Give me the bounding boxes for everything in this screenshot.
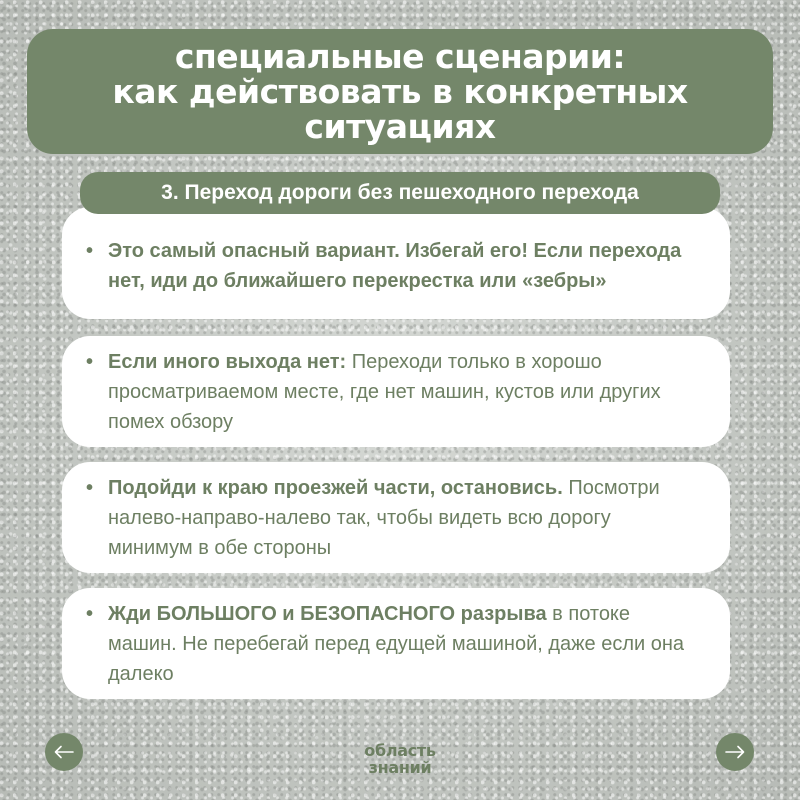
- tip-card-4: [62, 588, 730, 699]
- next-slide-button[interactable]: [716, 733, 754, 771]
- tip-bold-text: Подойди к краю проезжей части, остановись.: [108, 476, 563, 499]
- bullet-icon: •: [86, 602, 94, 625]
- brand-logo-line-1: область: [364, 741, 436, 760]
- tip-card-text: [86, 236, 700, 296]
- tip-regular-text: Переходи только в хорошо просматриваемом месте, где нет машин, кустов или других помех обзору: [108, 350, 661, 433]
- tip-bold-text: Это самый опасный вариант. Избегай его! Если перехода нет, иди до ближайшего перекрестка или «зебры»: [108, 240, 682, 292]
- arrow-right-icon: [725, 745, 745, 759]
- prev-slide-button[interactable]: [45, 733, 83, 771]
- page-title-line-1: специальные сценарии:: [174, 37, 626, 76]
- section-heading: [80, 172, 720, 214]
- tip-card-text: [86, 599, 700, 689]
- tip-card-1: [62, 207, 730, 319]
- tip-card-2: [62, 336, 730, 447]
- arrow-left-icon: [54, 745, 74, 759]
- bullet-icon: •: [86, 350, 94, 373]
- bullet-icon: •: [86, 476, 94, 499]
- tip-regular-text: в потоке машин. Не перебегай перед едущей машиной, даже если она далеко: [108, 602, 685, 685]
- tip-bold-text: Жди БОЛЬШОГО и БЕЗОПАСНОГО разрыва: [108, 602, 547, 625]
- bullet-icon: •: [86, 240, 94, 262]
- page-title-line-3: ситуациях: [304, 107, 496, 146]
- section-heading-label: 3. Переход дороги без пешеходного перехода: [161, 181, 639, 204]
- header-title-box: [27, 29, 773, 154]
- brand-logo-line-2: знаний: [368, 758, 432, 777]
- tip-card-text: [86, 347, 700, 437]
- tip-card-3: [62, 462, 730, 573]
- tip-regular-text: Посмотри налево-направо-налево так, чтобы видеть всю дорогу минимум в обе стороны: [108, 476, 660, 559]
- page-title-line-2: как действовать в конкретных: [112, 72, 688, 111]
- tip-bold-text: Если иного выхода нет:: [108, 350, 347, 373]
- brand-logo: [330, 742, 470, 776]
- tip-card-text: [86, 473, 700, 563]
